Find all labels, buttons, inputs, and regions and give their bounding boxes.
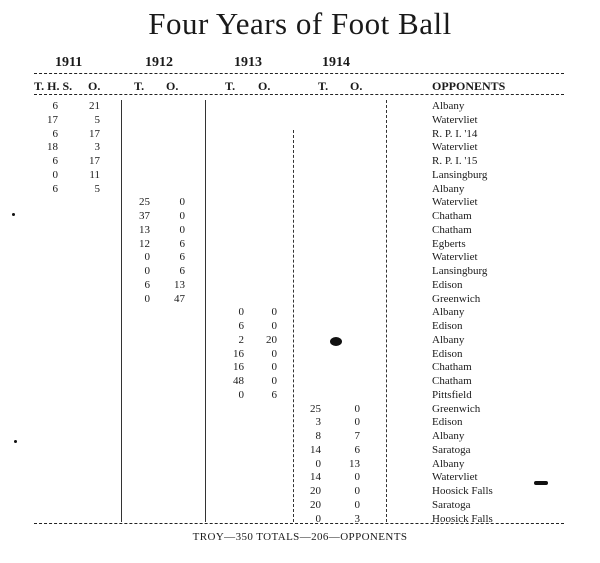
ink-blot xyxy=(330,337,342,346)
troy-score: 18 xyxy=(47,141,58,154)
opponent-score: 6 xyxy=(179,237,185,250)
opponent-score: 6 xyxy=(354,443,360,456)
opponent-score: 0 xyxy=(271,347,277,360)
opponent-name: Lansingburg xyxy=(432,265,488,277)
year-1912-heading: 1912 xyxy=(145,55,173,70)
opponent-score: 0 xyxy=(179,210,185,222)
opponent-name: Edison xyxy=(432,320,463,332)
opponent-name: Hoosick Falls xyxy=(432,485,493,497)
opponent-name: Greenwich xyxy=(432,292,481,305)
opponent-name: Albany xyxy=(432,457,465,470)
troy-score: 14 xyxy=(310,471,321,484)
header-1914-troy: T. xyxy=(318,79,329,93)
year-1914-heading: 1914 xyxy=(322,55,350,70)
header-1913-troy: T. xyxy=(225,79,236,93)
opponent-score: 17 xyxy=(89,127,100,140)
opponent-score: 20 xyxy=(266,333,277,346)
troy-score: 14 xyxy=(310,443,321,456)
column-separator xyxy=(205,100,206,522)
opponent-score: 3 xyxy=(354,512,360,525)
opponent-score: 6 xyxy=(179,251,185,264)
opponent-name: Saratoga xyxy=(432,443,471,456)
opponent-score: 17 xyxy=(89,155,100,167)
header-1911-troy: T. H. S. xyxy=(34,79,73,93)
troy-score: 0 xyxy=(144,292,150,305)
troy-score: 17 xyxy=(47,113,58,126)
opponent-score: 0 xyxy=(354,416,360,429)
opponent-name: Watervliet xyxy=(432,113,478,126)
opponent-score: 3 xyxy=(94,141,100,154)
troy-score: 48 xyxy=(233,375,244,387)
bottom-dashed-rule xyxy=(34,523,564,524)
ink-blot xyxy=(12,213,15,216)
troy-score: 20 xyxy=(310,498,321,511)
opponent-score: 6 xyxy=(179,265,185,277)
year-1913-heading: 1913 xyxy=(234,55,262,70)
opponent-name: Watervliet xyxy=(432,141,478,154)
opponent-name: Albany xyxy=(432,182,465,195)
opponent-name: Chatham xyxy=(432,361,472,374)
opponent-name: Hoosick Falls xyxy=(432,512,493,525)
header-1914-opp: O. xyxy=(350,79,363,93)
troy-score: 8 xyxy=(315,430,321,442)
opponent-name: Edison xyxy=(432,278,463,291)
troy-score: 6 xyxy=(52,182,58,195)
opponent-score: 0 xyxy=(354,485,360,497)
troy-score: 0 xyxy=(144,251,150,264)
opponent-name: Albany xyxy=(432,306,465,319)
opponent-name: Edison xyxy=(432,347,463,360)
opponent-score: 0 xyxy=(179,223,185,236)
troy-score: 12 xyxy=(139,237,150,250)
opponent-name: Watervliet xyxy=(432,471,478,484)
troy-score: 16 xyxy=(233,347,244,360)
opponent-name: R. P. I. '15 xyxy=(432,155,478,167)
opponent-name: Albany xyxy=(432,430,465,442)
opponent-score: 13 xyxy=(174,278,185,291)
opponent-score: 6 xyxy=(271,388,277,401)
opponent-name: Watervliet xyxy=(432,196,478,209)
troy-score: 13 xyxy=(139,223,150,236)
troy-score: 20 xyxy=(310,485,321,497)
troy-score: 0 xyxy=(315,512,321,525)
troy-score: 6 xyxy=(52,127,58,140)
opponent-score: 47 xyxy=(174,292,185,305)
column-separator xyxy=(386,100,387,522)
opponent-name: Egberts xyxy=(432,237,466,250)
troy-score: 0 xyxy=(238,388,244,401)
column-separator xyxy=(121,100,122,522)
troy-score: 25 xyxy=(139,196,150,209)
opponent-score: 21 xyxy=(89,100,100,112)
troy-score: 6 xyxy=(238,320,244,332)
header-1911-opp: O. xyxy=(88,79,101,93)
opponent-score: 0 xyxy=(271,375,277,387)
opponent-score: 0 xyxy=(179,196,185,209)
opponent-score: 0 xyxy=(354,498,360,511)
opponent-score: 0 xyxy=(271,306,277,319)
troy-score: 37 xyxy=(139,210,150,222)
opponent-name: Pittsfield xyxy=(432,388,472,401)
troy-score: 0 xyxy=(144,265,150,277)
opponent-score: 5 xyxy=(94,113,100,126)
top-dashed-rule xyxy=(34,73,564,74)
troy-score: 2 xyxy=(238,333,244,346)
opponent-score: 5 xyxy=(94,182,100,195)
header-dashed-rule xyxy=(34,94,564,95)
troy-score: 0 xyxy=(238,306,244,319)
opponent-score: 7 xyxy=(354,430,360,442)
opponent-name: Chatham xyxy=(432,210,472,222)
header-opponents: OPPONENTS xyxy=(432,79,506,93)
opponent-name: Lansingburg xyxy=(432,168,488,181)
header-1912-opp: O. xyxy=(166,79,179,93)
opponent-score: 0 xyxy=(271,320,277,332)
opponent-name: Saratoga xyxy=(432,498,471,511)
totals-line: TROY—350 TOTALS—206—OPPONENTS xyxy=(192,531,408,543)
opponent-name: Edison xyxy=(432,416,463,429)
troy-score: 6 xyxy=(52,155,58,167)
opponent-score: 0 xyxy=(354,402,360,415)
ink-blot xyxy=(534,481,548,485)
opponent-name: Watervliet xyxy=(432,251,478,264)
document-title: Four Years of Foot Ball xyxy=(148,6,452,41)
opponent-name: Albany xyxy=(432,333,465,346)
opponent-name: Chatham xyxy=(432,223,472,236)
opponent-name: Greenwich xyxy=(432,402,481,415)
opponent-score: 11 xyxy=(89,168,100,181)
troy-score: 25 xyxy=(310,402,321,415)
opponent-score: 0 xyxy=(354,471,360,484)
troy-score: 0 xyxy=(315,457,321,470)
troy-score: 0 xyxy=(52,168,58,181)
troy-score: 16 xyxy=(233,361,244,374)
troy-score: 6 xyxy=(52,100,58,112)
opponent-score: 0 xyxy=(271,361,277,374)
troy-score: 6 xyxy=(144,278,150,291)
header-1912-troy: T. xyxy=(134,79,145,93)
ink-blot xyxy=(14,440,17,443)
opponent-name: R. P. I. '14 xyxy=(432,127,478,140)
opponent-score: 13 xyxy=(349,457,360,470)
troy-score: 3 xyxy=(315,416,321,429)
opponent-name: Chatham xyxy=(432,375,472,387)
year-1911-heading: 1911 xyxy=(55,55,83,70)
header-1913-opp: O. xyxy=(258,79,271,93)
opponent-name: Albany xyxy=(432,100,465,112)
